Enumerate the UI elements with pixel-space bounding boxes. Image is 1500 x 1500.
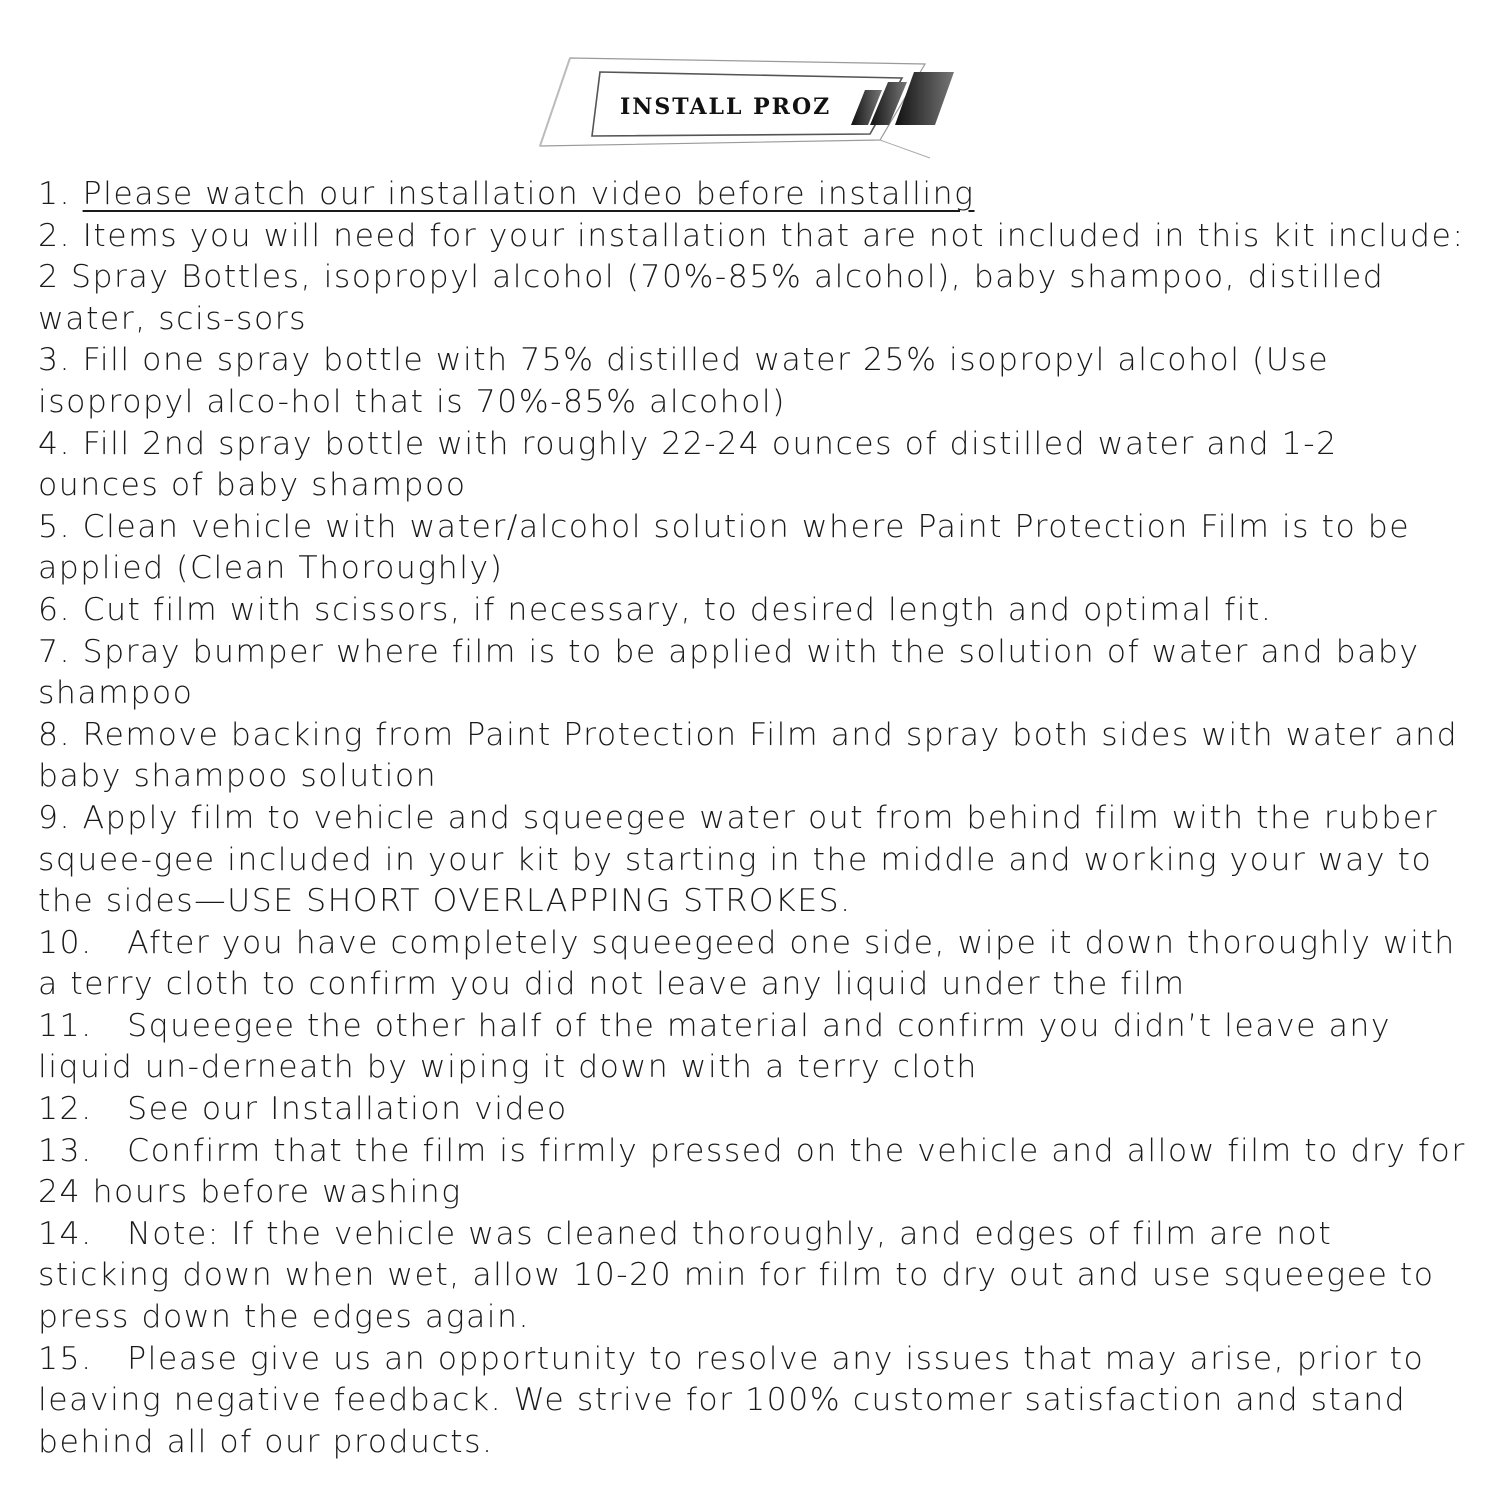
brand-name: INSTALL PROZ	[620, 94, 832, 120]
step-number: 15.	[38, 1340, 128, 1377]
step-number: 3.	[38, 342, 83, 379]
step-text: Confirm that the film is firmly pressed on the vehicle and allow film to dry for 24 hours before washing	[38, 1132, 1466, 1211]
step-text: Fill one spray bottle with 75% distilled water 25% isopropyl alcohol (Use isopropyl alco-hol that is 70%-85% alcohol)	[38, 342, 1330, 420]
instruction-step-8	[38, 715, 1468, 798]
instruction-step-15	[38, 1339, 1468, 1464]
instruction-step-3	[38, 340, 1468, 423]
instruction-step-12	[38, 1089, 1468, 1131]
step-text: Please give us an opportunity to resolve any issues that may arise, prior to leaving negative feedback. We strive for 100% customer satisfaction and stand behind all of our products.	[38, 1340, 1425, 1460]
instruction-step-5	[38, 507, 1468, 590]
step-text: Remove backing from Paint Protection Film and spray both sides with water and baby shampoo solution	[38, 716, 1459, 795]
step-text: Fill 2nd spray bottle with roughly 22-24 ounces of distilled water and 1-2 ounces of baby shampoo	[38, 425, 1338, 504]
instruction-step-9	[38, 798, 1468, 923]
step-text: Cut film with scissors, if necessary, to desired length and optimal fit.	[82, 591, 1273, 628]
step-number: 12.	[38, 1091, 128, 1128]
instruction-step-13	[38, 1131, 1468, 1214]
instruction-step-10	[38, 923, 1468, 1006]
step-number: 4.	[38, 425, 83, 462]
instruction-step-7	[38, 632, 1468, 715]
step-number: 5.	[38, 508, 83, 545]
step-number: 10.	[38, 924, 128, 961]
slanted-stripes-icon	[851, 72, 954, 125]
instruction-step-6	[38, 590, 1468, 632]
instruction-step-14	[38, 1214, 1468, 1339]
step-number: 6.	[38, 591, 83, 628]
instruction-step-1	[38, 174, 1468, 216]
instruction-step-11	[38, 1006, 1468, 1089]
step-number: 9.	[38, 799, 83, 836]
instruction-step-4	[38, 424, 1468, 507]
installation-instructions	[38, 174, 1468, 1463]
step-text: Please watch our installation video before installing	[82, 176, 975, 212]
step-number: 14.	[38, 1215, 128, 1252]
step-number: 2.	[38, 217, 83, 254]
step-text: Squeegee the other half of the material and confirm you didn’t leave any liquid un-derneath by wiping it down with a terry cloth	[38, 1007, 1391, 1086]
step-text: Clean vehicle with water/alcohol solution where Paint Protection Film is to be applied (Clean Thoroughly)	[38, 508, 1411, 587]
step-number: 1.	[38, 176, 83, 212]
step-number: 8.	[38, 716, 83, 753]
install-proz-logo	[530, 50, 970, 170]
step-text: Items you will need for your installation that are not included in this kit include: 2 Spray Bottles, isopropyl alcohol (70%-85% alcohol), baby shampoo, distilled water, scis-sors	[38, 217, 1465, 337]
instruction-step-2	[38, 216, 1468, 341]
step-number: 13.	[38, 1132, 128, 1169]
step-text: Spray bumper where film is to be applied with the solution of water and baby shampoo	[38, 633, 1420, 712]
step-number: 11.	[38, 1007, 128, 1044]
step-text: See our Installation video	[127, 1091, 568, 1128]
step-text: After you have completely squeegeed one side, wipe it down thoroughly with a terry cloth to confirm you did not leave any liquid under the film	[38, 924, 1456, 1003]
step-text: Note: If the vehicle was cleaned thoroughly, and edges of film are not sticking down when wet, allow 10-20 min for film to dry out and use squeegee to press down the edges again.	[38, 1215, 1435, 1336]
step-number: 7.	[38, 633, 83, 670]
step-text: Apply film to vehicle and squeegee water out from behind film with the rubber squee-gee included in your kit by starting in the middle and working your way to the sides—USE SHORT OVERLAPPING STROKES.	[38, 799, 1439, 920]
